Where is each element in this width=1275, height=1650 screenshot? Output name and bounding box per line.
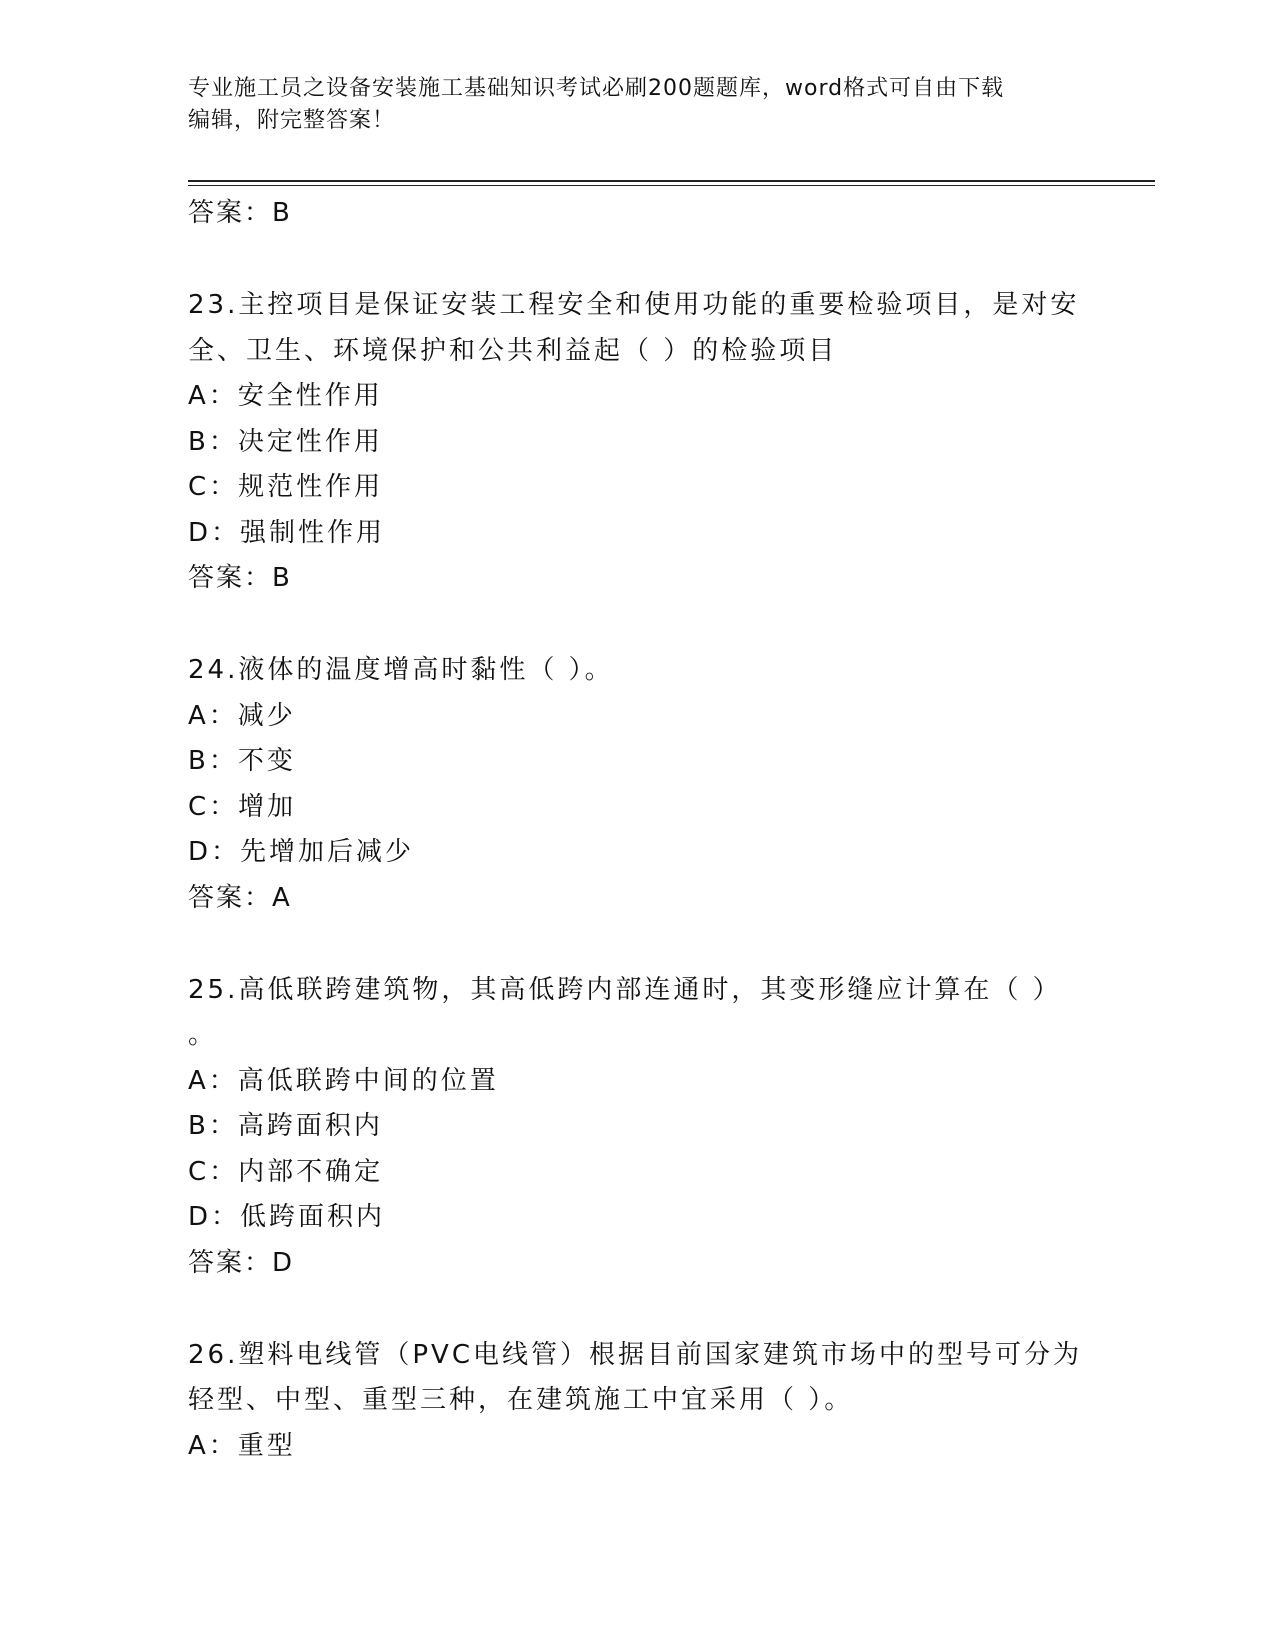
document-body xyxy=(188,191,1088,1469)
question-line: 。 xyxy=(188,1020,218,1050)
option-d: D：低跨面积内 xyxy=(188,1202,386,1232)
answer-q24: 答案：A xyxy=(188,882,292,913)
question-line: 液体的温度增高时黏性（ ）。 xyxy=(238,655,614,685)
question-23 xyxy=(188,283,1088,556)
question-line: 高低联跨建筑物，其高低跨内部连通时，其变形缝应计算在（ ） xyxy=(238,974,1062,1005)
header-divider-thick xyxy=(188,180,1155,182)
option-a: A：安全性作用 xyxy=(188,381,383,411)
page-header xyxy=(188,73,1088,137)
question-number: 23. xyxy=(188,290,239,320)
question-line: 塑料电线管（PVC电线管）根据目前国家建筑市场中的型号可分为 xyxy=(238,1339,1082,1370)
answer-q22: 答案：B xyxy=(188,198,292,228)
option-b: B：决定性作用 xyxy=(188,426,383,457)
question-text xyxy=(188,283,1088,329)
question-line: 主控项目是保证安装工程安全和使用功能的重要检验项目，是对安 xyxy=(238,290,1080,320)
option-c: C：增加 xyxy=(188,791,297,822)
option-b: B：不变 xyxy=(188,746,296,776)
option-a: A：高低联跨中间的位置 xyxy=(188,1065,499,1096)
header-line-1: 专业施工员之设备安装施工基础知识考试必刷200题题库，word格式可自由下载 xyxy=(188,76,1005,101)
option-a: A：减少 xyxy=(188,700,296,731)
option-d: D：强制性作用 xyxy=(188,517,386,548)
header-line-2: 编辑，附完整答案！ xyxy=(188,108,396,133)
answer-q25: 答案：D xyxy=(188,1247,295,1278)
question-text xyxy=(188,1333,1088,1379)
question-number: 24. xyxy=(188,655,239,685)
header-divider-thin xyxy=(188,185,1155,186)
answer-q23: 答案：B xyxy=(188,563,292,593)
question-number: 25. xyxy=(188,974,239,1005)
question-number: 26. xyxy=(188,1339,239,1370)
question-24 xyxy=(188,648,1088,876)
option-d: D：先增加后减少 xyxy=(188,837,415,867)
question-line: 轻型、中型、重型三种，在建筑施工中宜采用（ ）。 xyxy=(188,1385,854,1415)
question-25 xyxy=(188,968,1088,1241)
question-text xyxy=(188,648,1088,694)
option-a: A：重型 xyxy=(188,1430,296,1461)
question-text xyxy=(188,968,1088,1014)
question-line: 全、卫生、环境保护和公共利益起（ ）的检验项目 xyxy=(188,335,838,366)
question-26 xyxy=(188,1333,1088,1470)
option-b: B：高跨面积内 xyxy=(188,1111,383,1141)
option-c: C：规范性作用 xyxy=(188,472,384,502)
option-c: C：内部不确定 xyxy=(188,1156,384,1187)
